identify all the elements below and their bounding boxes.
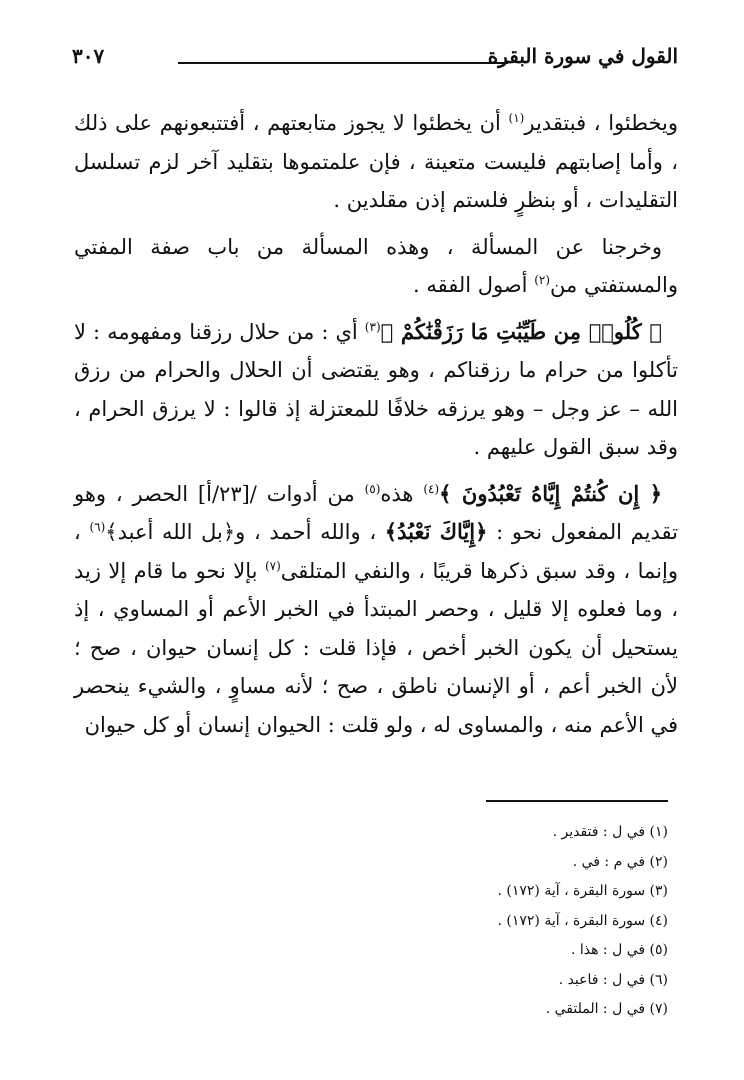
footnote-ref[interactable]: (٤) [423, 481, 440, 496]
paragraph-text: وخرجنا عن المسألة ، وهذه المسألة من باب صفة المفتي والمستفتي من [74, 234, 678, 297]
paragraph-text: أي : من حلال رزقنا ومفهومه : لا تأكلوا من حرام ما رزقناكم ، وهو يقتضى أن الحلال والحرام من رزق الله – عز وجل – وهو يرزقه خلافًا للمعتزلة إذ قالوا : لا يرزق الحرام ، وقد سبق القول عليهم . [74, 319, 678, 459]
header-rule [178, 62, 508, 64]
running-title: القول في سورة البقرة [487, 44, 678, 68]
footnotes [368, 818, 668, 1025]
footnote-ref[interactable]: (٢) [534, 273, 551, 287]
paragraph-text: ، وإنما ، وقد سبق ذكرها قريبًا ، والنفي المتلقى [74, 520, 678, 583]
paragraph-text: ، والله أحمد ، و [235, 520, 385, 544]
footnote-item: (٤) سورة البقرة ، آية (١٧٢) . [497, 912, 668, 929]
quran-verse: ﴿ إِن كُنتُمْ إِيَّاهُ تَعْبُدُونَ ﴾ [439, 480, 663, 506]
footnote-item: (٣) سورة البقرة ، آية (١٧٢) . [497, 883, 668, 899]
footnote-ref[interactable]: (١) [508, 111, 525, 125]
paragraph-1 [74, 104, 678, 220]
footnote-separator [486, 800, 668, 802]
main-text [74, 104, 678, 752]
paragraph-text: بإلا نحو ما قام إلا زيد ، وما فعلوه إلا قليل ، وحصر المبتدأ في الخبر الأعم أو المساوي ، إذ يستحيل أن يكون الخبر أخص ، فإذا قلت : كل إنسان حيوان ، صح ؛ لأن الخبر أعم ، أو الإنسان ناطق ، صح ؛ لأنه مساوٍ ، والشيء ينحصر في الأعم منه ، والمساوى له ، ولو قلت : الحيوان إنسان أو كل حيوان [74, 558, 678, 737]
footnote-ref[interactable]: (٣) [364, 319, 381, 334]
quran-verse: ﴿ كُلُوا۟ مِن طَيِّبَٰتِ مَا رَزَقْنَٰكُمْ ﴾ [380, 318, 662, 344]
paragraph-3 [74, 313, 678, 467]
paragraph-text: ويخطئوا ، فبتقدير [524, 111, 678, 135]
running-header [60, 38, 678, 78]
paragraph-text: هذه [380, 481, 424, 506]
quoted-phrase: ﴿بل الله أعبد﴾ [105, 520, 236, 544]
paragraph-2 [74, 228, 678, 305]
footnote-item: (٢) في م : في . [572, 853, 668, 870]
footnote-item: (٥) في ل : هذا . [570, 942, 668, 958]
footnote-item: (١) في ل : فتقدير . [552, 824, 668, 840]
page-number: ٣٠٧ [72, 44, 105, 68]
footnote-ref[interactable]: (٥) [364, 481, 381, 496]
footnote-ref[interactable]: (٧) [264, 558, 281, 573]
paragraph-text: أصول الفقه . [412, 273, 535, 297]
paragraph-4 [74, 475, 678, 745]
paragraph-text: من أدوات /[٢٣/أ] الحصر ، وهو تقديم المفعول نحو : [74, 481, 678, 544]
footnote-item: (٦) في ل : فاعبد . [558, 971, 668, 988]
footnote-item: (٧) في ل : الملتقي . [545, 1001, 668, 1017]
footnote-ref[interactable]: (٦) [89, 520, 106, 534]
paragraph-text: أن يخطئوا لا يجوز متابعتهم ، أفتتبعونهم على ذلك ، وأما إصابتهم فليست متعينة ، فإن علمتموها بتقليد آخر لزم تسلسل التقليدات ، أو بنظرٍ فلستم إذن مقلدين . [74, 111, 678, 212]
quran-verse: ﴿إِيَّاكَ نَعْبُدُ﴾ [384, 519, 488, 544]
